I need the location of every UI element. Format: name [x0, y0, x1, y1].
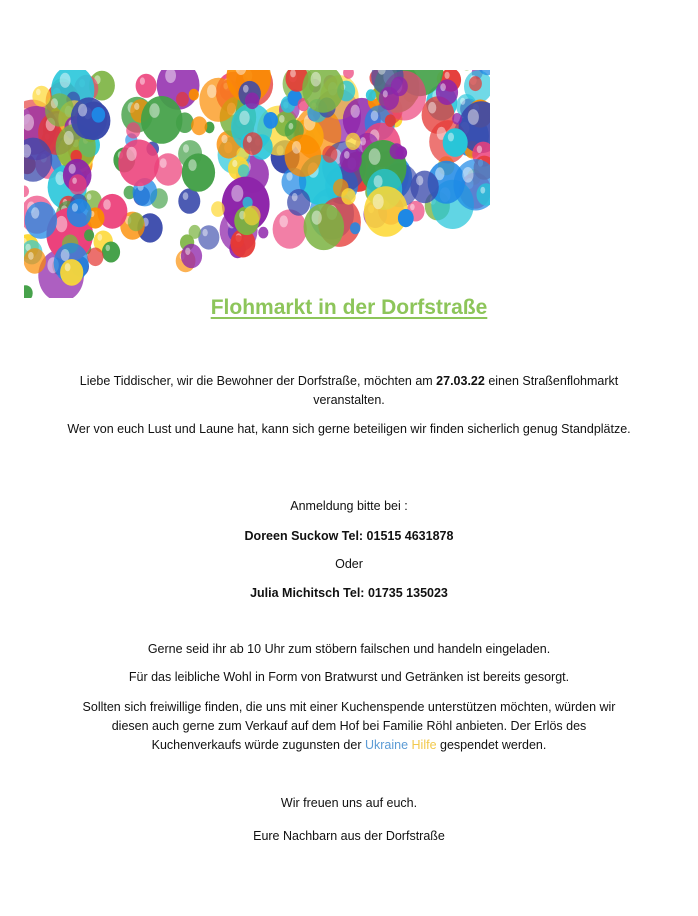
- cake-paragraph: [70, 698, 628, 755]
- closing-text: Wir freuen uns auf euch.: [280, 796, 418, 810]
- contact-julia: Julia Michitsch Tel: 01735 135023: [250, 586, 448, 600]
- cake-text: Sollten sich freiwillige finden, die uns mit einer Kuchenspende unterstützen möchten, würden wir diesen auch gerne zum Verkauf auf dem Hof bei Familie Röhl anbieten. Der Erlös des Kuchenverkaufs würde zugunsten der: [82, 700, 616, 752]
- flyer-title: Flohmarkt in der Dorfstraße: [210, 296, 488, 319]
- registration-label: Anmeldung bitte bei :: [290, 499, 408, 513]
- invite-text: Gerne seid ihr ab 10 Uhr zum stöbern failschen und handeln eingeladen.: [147, 642, 551, 656]
- contact-doreen: Doreen Suckow Tel: 01515 4631878: [244, 529, 454, 543]
- intro-text: Liebe Tiddischer, wir die Bewohner der Dorfstraße, möchten am: [79, 374, 437, 388]
- intro-text-end: einen Straßenflohmarkt veranstalten.: [313, 374, 619, 407]
- event-date: 27.03.22: [436, 374, 485, 388]
- balloons-image: [24, 70, 490, 298]
- intro-paragraph: [60, 372, 638, 410]
- ukraine-word: Ukraine: [364, 738, 409, 752]
- cake-text-end: gespendet werden.: [436, 738, 547, 752]
- hilfe-word: Hilfe: [411, 738, 437, 752]
- signature-text: Eure Nachbarn aus der Dorfstraße: [253, 829, 445, 843]
- or-label: Oder: [335, 557, 363, 571]
- food-text: Für das leibliche Wohl in Form von Bratwurst und Getränken ist bereits gesorgt.: [128, 670, 570, 684]
- join-paragraph: Wer von euch Lust und Laune hat, kann sich gerne beteiligen wir finden sicherlich genug Standplätze.: [67, 422, 631, 436]
